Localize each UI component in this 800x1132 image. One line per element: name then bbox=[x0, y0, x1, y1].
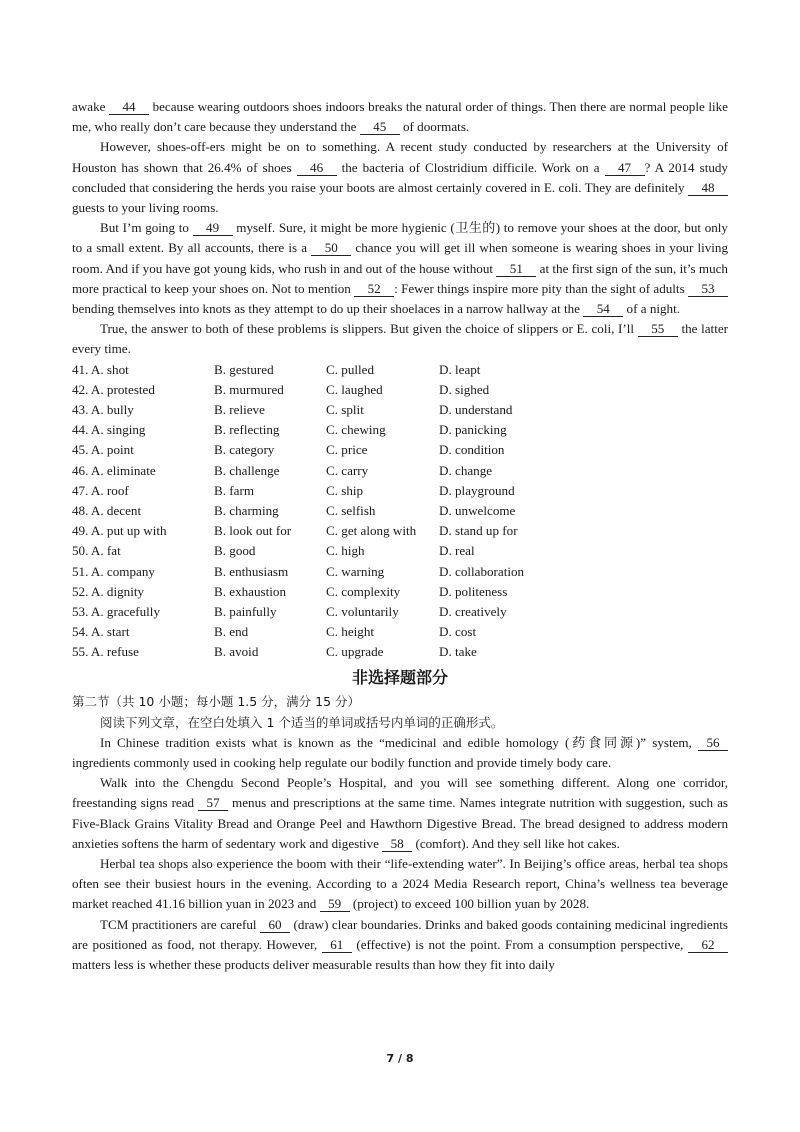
text-span: at the first sign of the sun, it’s much more practical to keep your shoes on. Not to mention bbox=[72, 260, 728, 296]
option-cell: C. upgrade bbox=[326, 644, 384, 660]
blank-48: 48 bbox=[688, 180, 728, 196]
text-span: of doormats. bbox=[403, 119, 470, 135]
option-row bbox=[72, 541, 728, 561]
blank-55: 55 bbox=[638, 321, 678, 337]
text-span: myself. Sure, it might be more hygienic (卫生的) to remove your shoes at the door, but only to a small extent. By all accounts, there is a bbox=[72, 220, 728, 256]
option-cell: B. enthusiasm bbox=[214, 563, 289, 579]
text-span: because wearing outdoors shoes indoors breaks the natural order of things. Then there are normal people like me, who really don’t care because they understand the bbox=[72, 99, 728, 135]
option-row bbox=[72, 440, 728, 460]
option-cell: D. playground bbox=[439, 482, 515, 498]
option-cell: B. relieve bbox=[214, 402, 265, 418]
blank-59: 59 bbox=[320, 896, 350, 912]
option-cell: B. category bbox=[214, 442, 275, 458]
option-cell: C. height bbox=[326, 624, 375, 640]
option-cell: 51. A. company bbox=[72, 563, 155, 579]
text-span: In Chinese tradition exists what is known as the “medicinal and edible homology (药食同源)” system, bbox=[100, 734, 692, 750]
option-row bbox=[72, 602, 728, 622]
text-span: the latter every time. bbox=[72, 321, 729, 357]
option-cell: D. creatively bbox=[439, 603, 507, 619]
paragraph bbox=[72, 97, 728, 137]
option-cell: D. real bbox=[439, 543, 475, 559]
section-instruction: 阅读下列文章，在空白处填入 1 个适当的单词或括号内单词的正确形式。 bbox=[100, 714, 504, 730]
option-cell: B. murmured bbox=[214, 381, 284, 397]
option-cell: C. voluntarily bbox=[326, 603, 399, 619]
text-span: (project) to exceed 100 billion yuan by 2028. bbox=[352, 896, 590, 912]
option-row bbox=[72, 501, 728, 521]
blank-54: 54 bbox=[583, 301, 623, 317]
blank-45: 45 bbox=[360, 119, 400, 135]
text-span: But I’m going to bbox=[100, 220, 189, 236]
text-span: matters less is whether these products deliver measurable results than how they fit into daily bbox=[72, 957, 555, 973]
option-cell: D. collaboration bbox=[439, 563, 525, 579]
option-cell: 55. A. refuse bbox=[72, 644, 139, 660]
paragraph bbox=[72, 773, 728, 854]
option-cell: B. challenge bbox=[214, 462, 280, 478]
text-span: TCM practitioners are careful bbox=[100, 916, 257, 932]
text-span: (comfort). And they sell like hot cakes. bbox=[415, 835, 620, 851]
blank-46: 46 bbox=[297, 160, 337, 176]
text-span: (effective) is not the point. From a consumption perspective, bbox=[356, 936, 684, 952]
text-span: ? A 2014 study concluded that considering the herds you raise your boots are almost certainly covered in E. coli. They are definitely bbox=[72, 159, 728, 195]
blank-60: 60 bbox=[260, 917, 290, 933]
option-cell: C. ship bbox=[326, 482, 364, 498]
text-span: chance you will get ill when someone is wearing shoes in your living room. And if you have got young kids, who rush in and out of the house without bbox=[72, 240, 728, 276]
text-span: menus and prescriptions at the same time. Names integrate nutrition with suggestion, such as Five-Black Grains Vitality Bread and Orange Peel and Hawthorn Digestive Bread. The bread designed to address modern anxieties softens the harm of sedentary work and digestive bbox=[72, 795, 728, 851]
blank-49: 49 bbox=[193, 220, 233, 236]
option-cell: B. farm bbox=[214, 482, 254, 498]
option-cell: D. understand bbox=[439, 402, 513, 418]
option-row bbox=[72, 461, 728, 481]
option-cell: C. carry bbox=[326, 462, 369, 478]
option-cell: 44. A. singing bbox=[72, 422, 146, 438]
text-span: True, the answer to both of these problems is slippers. But given the choice of slippers or E. coli, I’ll bbox=[100, 321, 635, 337]
text-span: awake bbox=[72, 99, 106, 114]
option-row bbox=[72, 622, 728, 642]
option-row bbox=[72, 380, 728, 400]
blank-44: 44 bbox=[109, 99, 149, 115]
text-span: bending themselves into knots as they attempt to do up their shoelaces in a narrow hallway at the bbox=[72, 301, 580, 317]
text-span: (draw) clear boundaries. Drinks and baked goods containing medicinal ingredients are positioned as food, not therapy. However, bbox=[72, 916, 728, 952]
text-span: the bacteria of Clostridium difficile. Work on a bbox=[341, 159, 600, 175]
option-cell: C. chewing bbox=[326, 422, 386, 438]
section-subheading: 第二节（共 10 小题；每小题 1.5 分，满分 15 分） bbox=[72, 694, 361, 710]
option-cell: B. end bbox=[214, 624, 249, 640]
option-row bbox=[72, 400, 728, 420]
option-cell: B. reflecting bbox=[214, 422, 280, 438]
option-cell: D. unwelcome bbox=[439, 502, 516, 518]
text-span: However, shoes-off-ers might be on to something. A recent study conducted by researchers at the University of Houston has shown that 26.4% of shoes bbox=[72, 139, 728, 175]
option-cell: 45. A. point bbox=[72, 442, 134, 458]
paragraph bbox=[72, 854, 728, 915]
option-cell: C. laughed bbox=[326, 381, 383, 397]
option-cell: D. change bbox=[439, 462, 493, 478]
option-cell: D. politeness bbox=[439, 583, 508, 599]
blank-61: 61 bbox=[322, 937, 352, 953]
option-cell: 46. A. eliminate bbox=[72, 462, 156, 478]
option-cell: D. condition bbox=[439, 442, 505, 458]
option-cell: 50. A. fat bbox=[72, 543, 121, 559]
blank-50: 50 bbox=[311, 240, 351, 256]
option-cell: C. warning bbox=[326, 563, 385, 579]
text-span: : Fewer things inspire more pity than the sight of adults bbox=[394, 280, 685, 296]
option-cell: 48. A. decent bbox=[72, 502, 142, 518]
option-cell: C. complexity bbox=[326, 583, 401, 599]
option-cell: B. good bbox=[214, 543, 256, 559]
text-span: guests to your living rooms. bbox=[72, 200, 219, 216]
option-row bbox=[72, 481, 728, 501]
option-cell: B. gestured bbox=[214, 361, 274, 377]
paragraph bbox=[72, 915, 728, 976]
options-table bbox=[72, 360, 728, 663]
option-row bbox=[72, 521, 728, 541]
blank-57: 57 bbox=[198, 795, 228, 811]
option-cell: 42. A. protested bbox=[72, 381, 155, 397]
blank-62: 62 bbox=[688, 937, 728, 953]
option-cell: B. avoid bbox=[214, 644, 259, 660]
option-cell: C. high bbox=[326, 543, 365, 559]
option-cell: B. painfully bbox=[214, 603, 277, 619]
option-row bbox=[72, 642, 728, 662]
option-cell: B. charming bbox=[214, 502, 279, 518]
text-span: Walk into the Chengdu Second People’s Hospital, and you will see something different. Along one corridor, freestanding signs read bbox=[72, 775, 728, 811]
paragraph bbox=[72, 733, 728, 773]
option-cell: 54. A. start bbox=[72, 624, 130, 640]
blank-53: 53 bbox=[688, 281, 728, 297]
option-cell: D. leapt bbox=[439, 361, 481, 377]
blank-56: 56 bbox=[698, 735, 728, 751]
page-number: 7 / 8 bbox=[386, 1052, 414, 1065]
page-body bbox=[72, 97, 728, 975]
option-cell: C. get along with bbox=[326, 523, 417, 539]
paragraph bbox=[72, 319, 728, 359]
section-heading: 非选择题部分 bbox=[351, 668, 448, 688]
option-cell: 43. A. bully bbox=[72, 402, 134, 418]
option-cell: D. cost bbox=[439, 624, 477, 640]
paragraph bbox=[72, 218, 728, 319]
option-cell: C. split bbox=[326, 402, 364, 418]
blank-52: 52 bbox=[354, 281, 394, 297]
option-row bbox=[72, 360, 728, 380]
option-cell: 41. A. shot bbox=[72, 361, 129, 377]
option-row bbox=[72, 420, 728, 440]
option-cell: B. look out for bbox=[214, 523, 292, 539]
option-cell: 47. A. roof bbox=[72, 482, 129, 498]
option-row bbox=[72, 562, 728, 582]
option-cell: 49. A. put up with bbox=[72, 523, 167, 539]
option-cell: D. take bbox=[439, 644, 477, 660]
option-cell: C. selfish bbox=[326, 502, 376, 518]
option-cell: C. pulled bbox=[326, 361, 375, 377]
option-row bbox=[72, 582, 728, 602]
option-cell: D. sighed bbox=[439, 381, 490, 397]
option-cell: D. stand up for bbox=[439, 523, 518, 539]
option-cell: D. panicking bbox=[439, 422, 507, 438]
blank-47: 47 bbox=[605, 160, 645, 176]
text-span: ingredients commonly used in cooking help regulate our bodily function and provide timely body care. bbox=[72, 755, 612, 771]
option-cell: B. exhaustion bbox=[214, 583, 287, 599]
option-cell: C. price bbox=[326, 442, 368, 458]
blank-58: 58 bbox=[382, 836, 412, 852]
blank-51: 51 bbox=[496, 261, 536, 277]
text-span: of a night. bbox=[626, 301, 681, 317]
paragraph bbox=[72, 137, 728, 218]
text-span: Herbal tea shops also experience the boom with their “life-extending water”. In Beijing’s office areas, herbal tea shops often see their busiest hours in the evening. According to a 2024 Media Research report, China’s wellness tea beverage market reached 41.16 billion yuan in 2023 and bbox=[72, 856, 728, 912]
option-cell: 52. A. dignity bbox=[72, 583, 145, 599]
option-cell: 53. A. gracefully bbox=[72, 603, 160, 619]
